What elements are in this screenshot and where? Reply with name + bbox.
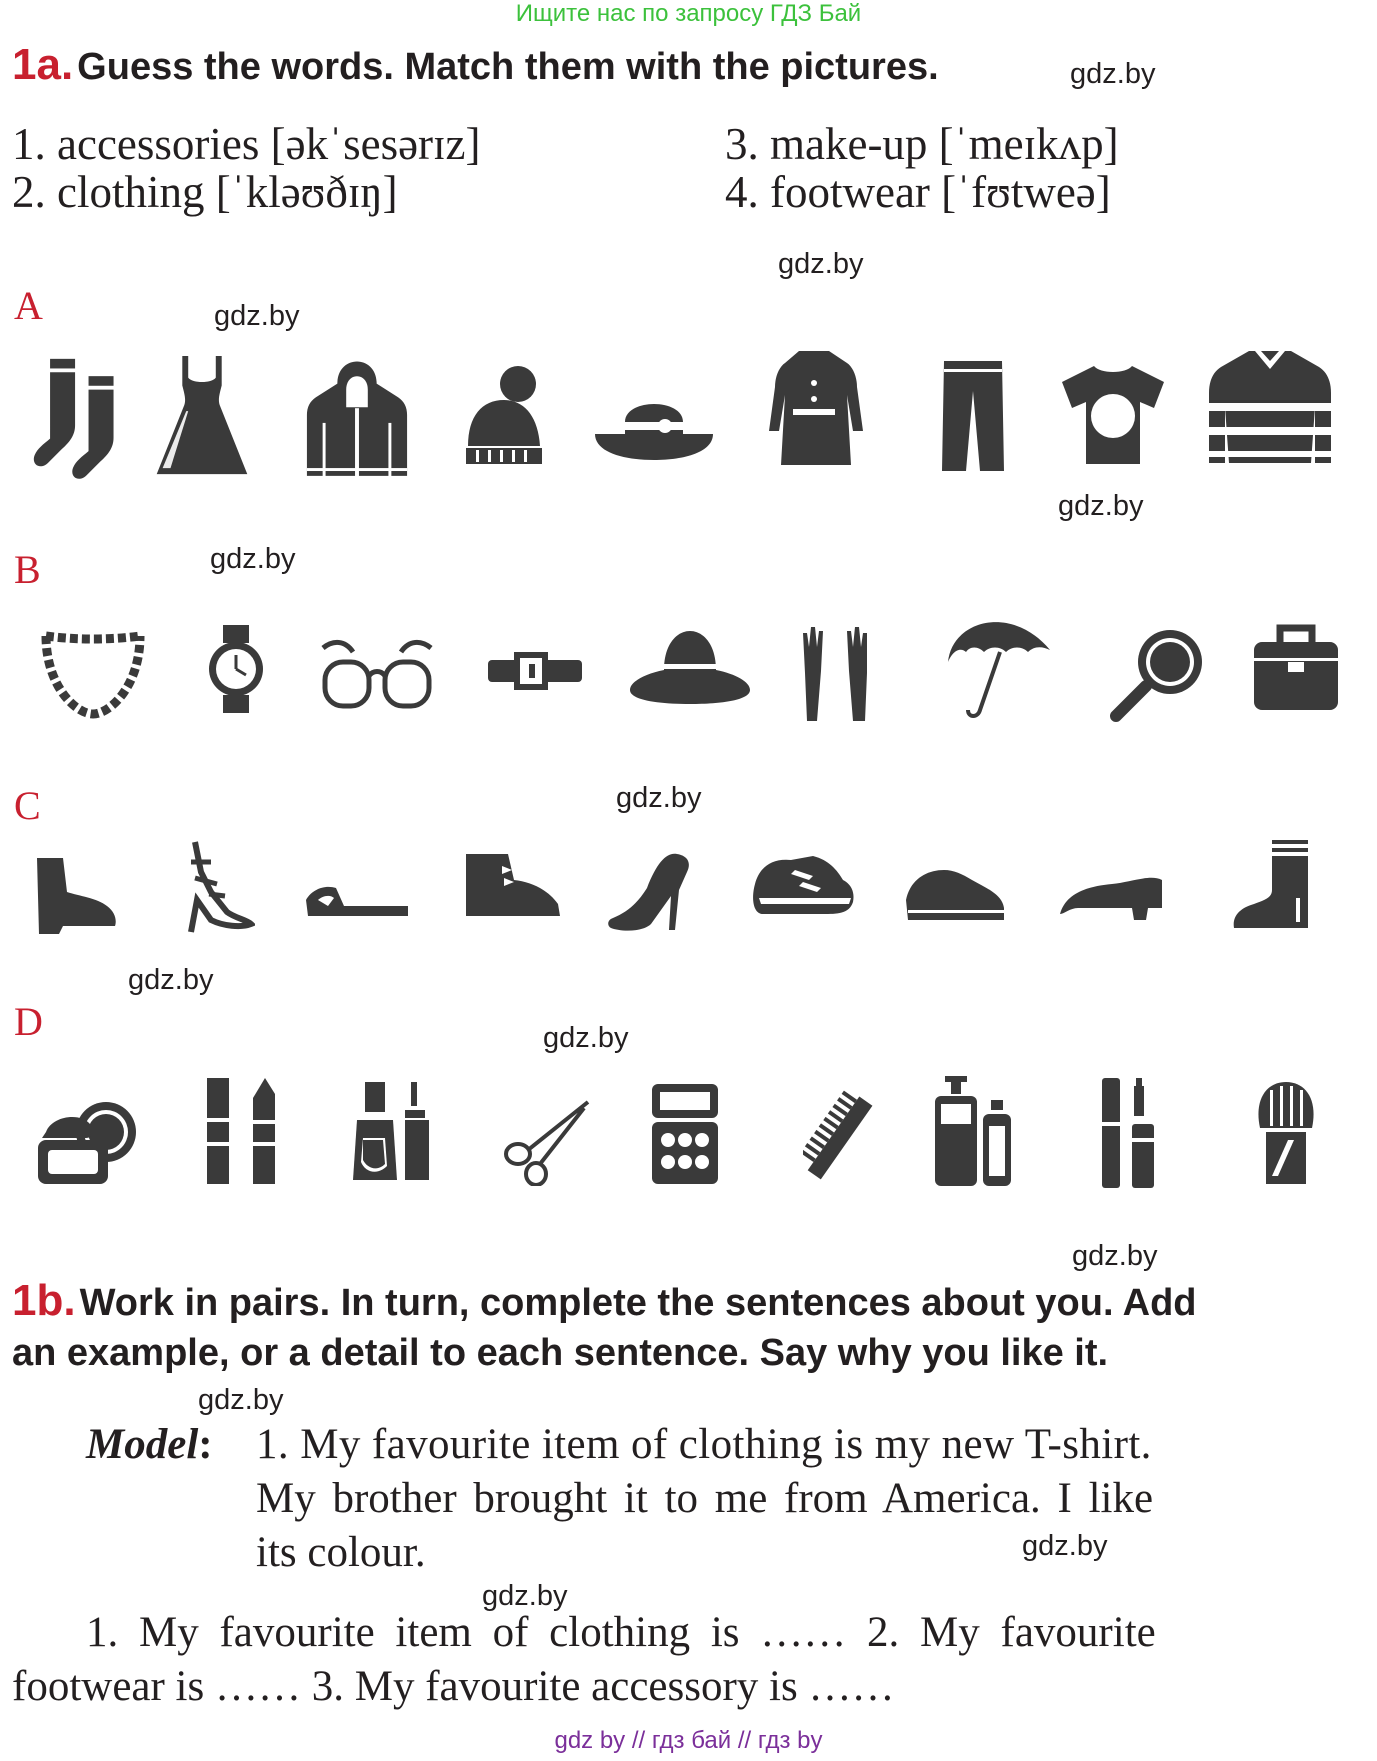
watermark: gdz.by bbox=[210, 543, 296, 575]
model-line-3: its colour. bbox=[256, 1529, 426, 1576]
makeup-brush-icon bbox=[1252, 1080, 1320, 1186]
work-boot-icon bbox=[462, 852, 562, 918]
nail-polish-icon bbox=[353, 1080, 433, 1184]
sneaker-icon bbox=[751, 854, 857, 918]
watermark: gdz.by bbox=[1072, 1240, 1158, 1272]
watermark: gdz.by bbox=[128, 964, 214, 996]
hand-mirror-icon bbox=[1108, 626, 1206, 722]
task-line-1: 1. My favourite item of clothing is …… 2. My favourite bbox=[86, 1609, 1156, 1656]
high-heel-icon bbox=[605, 850, 693, 932]
t-shirt-icon bbox=[1058, 362, 1168, 466]
watermark: gdz.by bbox=[616, 782, 702, 814]
mascara-icon bbox=[1100, 1076, 1158, 1190]
oxford-shoe-icon bbox=[904, 866, 1006, 922]
exercise-1b-heading bbox=[12, 1276, 1197, 1326]
belt-icon bbox=[486, 650, 584, 692]
exercise-number: 1b. bbox=[12, 1276, 76, 1325]
model-label bbox=[86, 1420, 213, 1469]
glasses-icon bbox=[317, 638, 437, 714]
watermark: gdz.by bbox=[214, 300, 300, 332]
striped-sweater-icon bbox=[1205, 347, 1335, 467]
ankle-boot-icon bbox=[33, 856, 119, 934]
dress-icon bbox=[152, 352, 252, 480]
watermark: gdz.by bbox=[543, 1022, 629, 1054]
exercise-title-line-1: Work in pairs. In turn, complete the sentences about you. Add bbox=[79, 1282, 1197, 1324]
lotion-bottles-icon bbox=[933, 1074, 1013, 1188]
socks-icon bbox=[28, 355, 126, 480]
watermark: gdz.by bbox=[778, 248, 864, 280]
wide-hat-icon bbox=[628, 626, 752, 706]
watermark: gdz.by bbox=[1070, 58, 1156, 90]
vocab-word-1: 1. accessories [əkˈsesərɪz] bbox=[12, 119, 481, 169]
exercise-title-line-2: an example, or a detail to each sentence. Say why you like it. bbox=[12, 1332, 1109, 1374]
exercise-title: Guess the words. Match them with the pictures. bbox=[77, 46, 939, 88]
eyeshadow-palette-icon bbox=[650, 1082, 720, 1186]
vocab-word-4: 4. footwear [ˈfʊtweə] bbox=[725, 167, 1111, 217]
cream-jar-icon bbox=[36, 1092, 140, 1186]
wristwatch-icon bbox=[207, 623, 265, 715]
watermark: gdz.by bbox=[482, 1580, 568, 1612]
exercise-1a-heading bbox=[12, 40, 939, 90]
model-line-1: 1. My favourite item of clothing is my new T-shirt. bbox=[256, 1421, 1152, 1468]
comb-icon bbox=[803, 1090, 875, 1182]
strappy-heel-icon bbox=[175, 838, 255, 934]
scissors-icon bbox=[500, 1098, 592, 1186]
coat-icon bbox=[763, 347, 865, 467]
sandal-icon bbox=[304, 880, 412, 922]
row-letter-b: B bbox=[14, 547, 41, 592]
handbag-icon bbox=[1250, 618, 1342, 712]
model-line-2: My brother brought it to me from America. I like bbox=[256, 1475, 1154, 1522]
gloves-icon bbox=[799, 623, 871, 723]
trousers-icon bbox=[940, 357, 1006, 473]
row-letter-a: A bbox=[14, 283, 43, 328]
watermark: gdz.by bbox=[1022, 1530, 1108, 1562]
vocab-word-3: 3. make-up [ˈmeɪkʌp] bbox=[725, 119, 1119, 169]
lipstick-icon bbox=[205, 1076, 277, 1186]
row-letter-c: C bbox=[14, 783, 41, 828]
top-banner[interactable]: Ищите нас по запросу ГДЗ Бай bbox=[515, 0, 862, 27]
loafer-icon bbox=[1058, 870, 1164, 922]
brimmed-hat-icon bbox=[591, 392, 717, 462]
footer-links[interactable]: gdz by // гдз бай // гдз by bbox=[554, 1727, 823, 1754]
task-line-2: footwear is …… 3. My favourite accessory is …… bbox=[12, 1663, 895, 1710]
exercise-number: 1a. bbox=[12, 40, 74, 89]
rubber-boot-icon bbox=[1230, 838, 1312, 930]
watermark: gdz.by bbox=[198, 1384, 284, 1416]
necklace-icon bbox=[38, 628, 148, 720]
model-label-text: Model bbox=[86, 1421, 199, 1468]
beanie-icon bbox=[462, 362, 546, 466]
hoodie-icon bbox=[303, 354, 411, 482]
watermark: gdz.by bbox=[1058, 490, 1144, 522]
model-colon: : bbox=[198, 1421, 213, 1468]
umbrella-icon bbox=[942, 610, 1058, 722]
row-letter-d: D bbox=[14, 999, 43, 1044]
vocab-word-2: 2. clothing [ˈkləʊðɪŋ] bbox=[12, 167, 398, 217]
